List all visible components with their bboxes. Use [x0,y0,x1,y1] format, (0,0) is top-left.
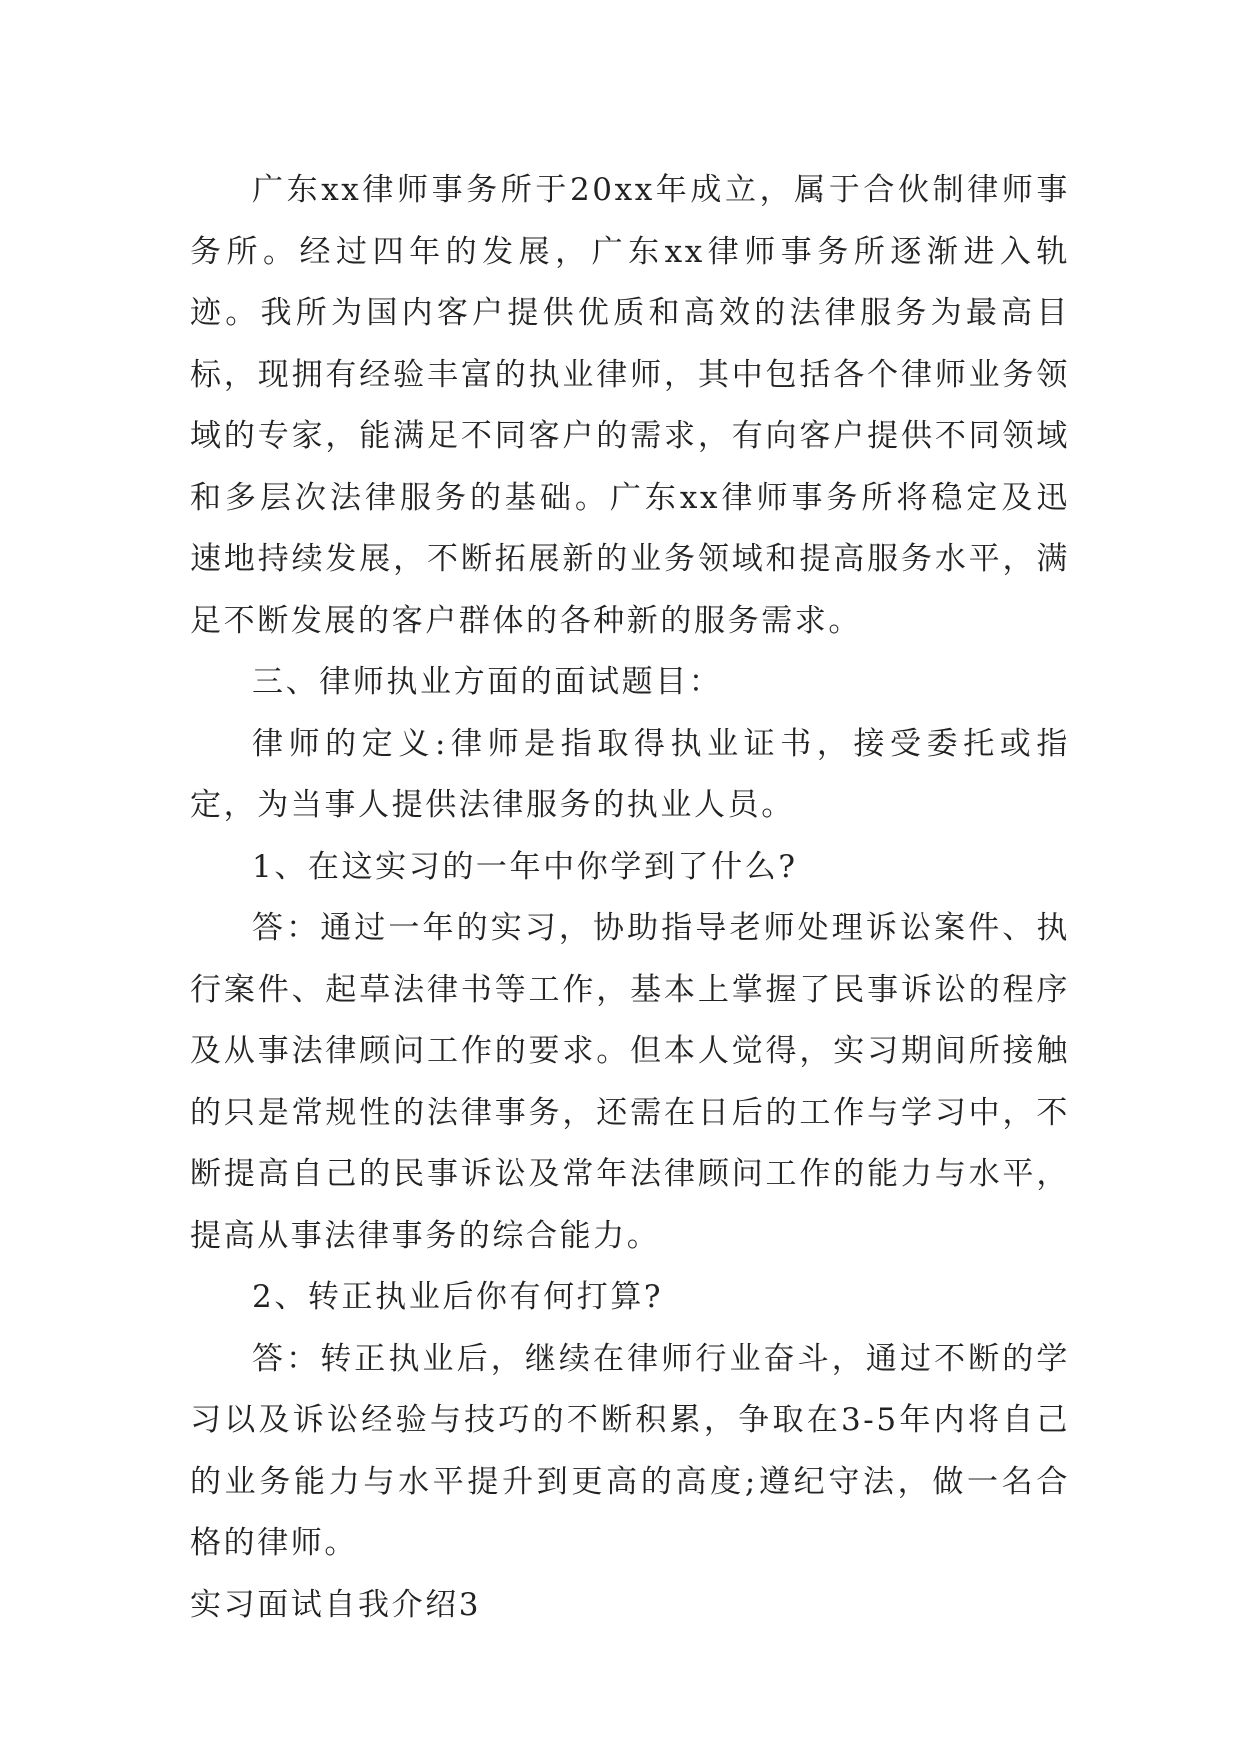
paragraph-question-2: 2、转正执业后你有何打算? [252,1279,664,1315]
paragraph-lawyer-definition: 律师的定义:律师是指取得执业证书，接受委托或指定，为当事人提供法律服务的执业人员。 [190,725,1070,823]
paragraph-firm-intro: 广东xx律师事务所于20xx年成立，属于合伙制律师事务所。经过四年的发展，广东xx律师事务所逐渐进入轨迹。我所为国内客户提供优质和高效的法律服务为最高目标，现拥有经验丰富的执业律师，其中包括各个律师业务领域的专家，能满足不同客户的需求，有向客户提供不同领域和多层次法律服务的基础。广东xx律师事务所将稳定及迅速地持续发展，不断拓展新的业务领域和提高服务水平，满足不断发展的客户群体的各种新的服务需求。 [190,172,1070,639]
section-heading: 实习面试自我介绍3 [190,1586,482,1623]
document-body [190,160,1070,1636]
paragraph-answer-2: 答：转正执业后，继续在律师行业奋斗，通过不断的学习以及诉讼经验与技巧的不断积累，争取在3-5年内将自己的业务能力与水平提升到更高的高度;遵纪守法，做一名合格的律师。 [190,1340,1070,1561]
paragraph-answer-1: 答：通过一年的实习，协助指导老师处理诉讼案件、执行案件、起草法律书等工作，基本上掌握了民事诉讼的程序及从事法律顾问工作的要求。但本人觉得，实习期间所接触的只是常规性的法律事务，还需在日后的工作与学习中，不断提高自己的民事诉讼及常年法律顾问工作的能力与水平，提高从事法律事务的综合能力。 [190,910,1070,1254]
paragraph-section-three-title: 三、律师执业方面的面试题目： [252,664,723,700]
paragraph-question-1: 1、在这实习的一年中你学到了什么? [252,848,798,885]
